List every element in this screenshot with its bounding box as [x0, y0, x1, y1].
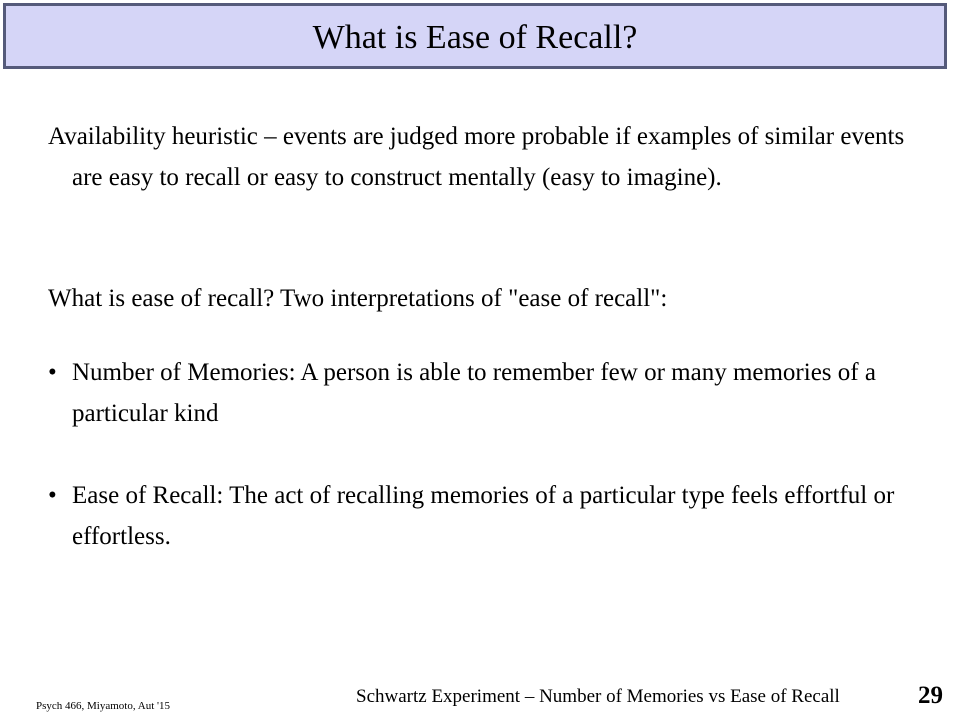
definition-paragraph: Availability heuristic – events are judged more probable if examples of similar events are easy to recall or easy to construct mentally (easy to imagine). [48, 123, 905, 191]
next-topic-footer: Schwartz Experiment – Number of Memories vs Ease of Recall [356, 686, 840, 707]
bullet-number-of-memories: Number of Memories: A person is able to remember few or many memories of a particular kind [72, 359, 876, 427]
bullet-marker: • [48, 482, 57, 509]
page-number: 29 [918, 682, 943, 709]
slide-title: What is Ease of Recall? [312, 19, 638, 56]
bullet-ease-of-recall: Ease of Recall: The act of recalling memories of a particular type feels effortful or effortless. [72, 482, 895, 550]
bullet-marker: • [48, 359, 57, 386]
title-banner [3, 3, 947, 69]
question-paragraph: What is ease of recall? Two interpretations of "ease of recall": [48, 285, 668, 312]
course-footer: Psych 466, Miyamoto, Aut '15 [36, 700, 170, 712]
